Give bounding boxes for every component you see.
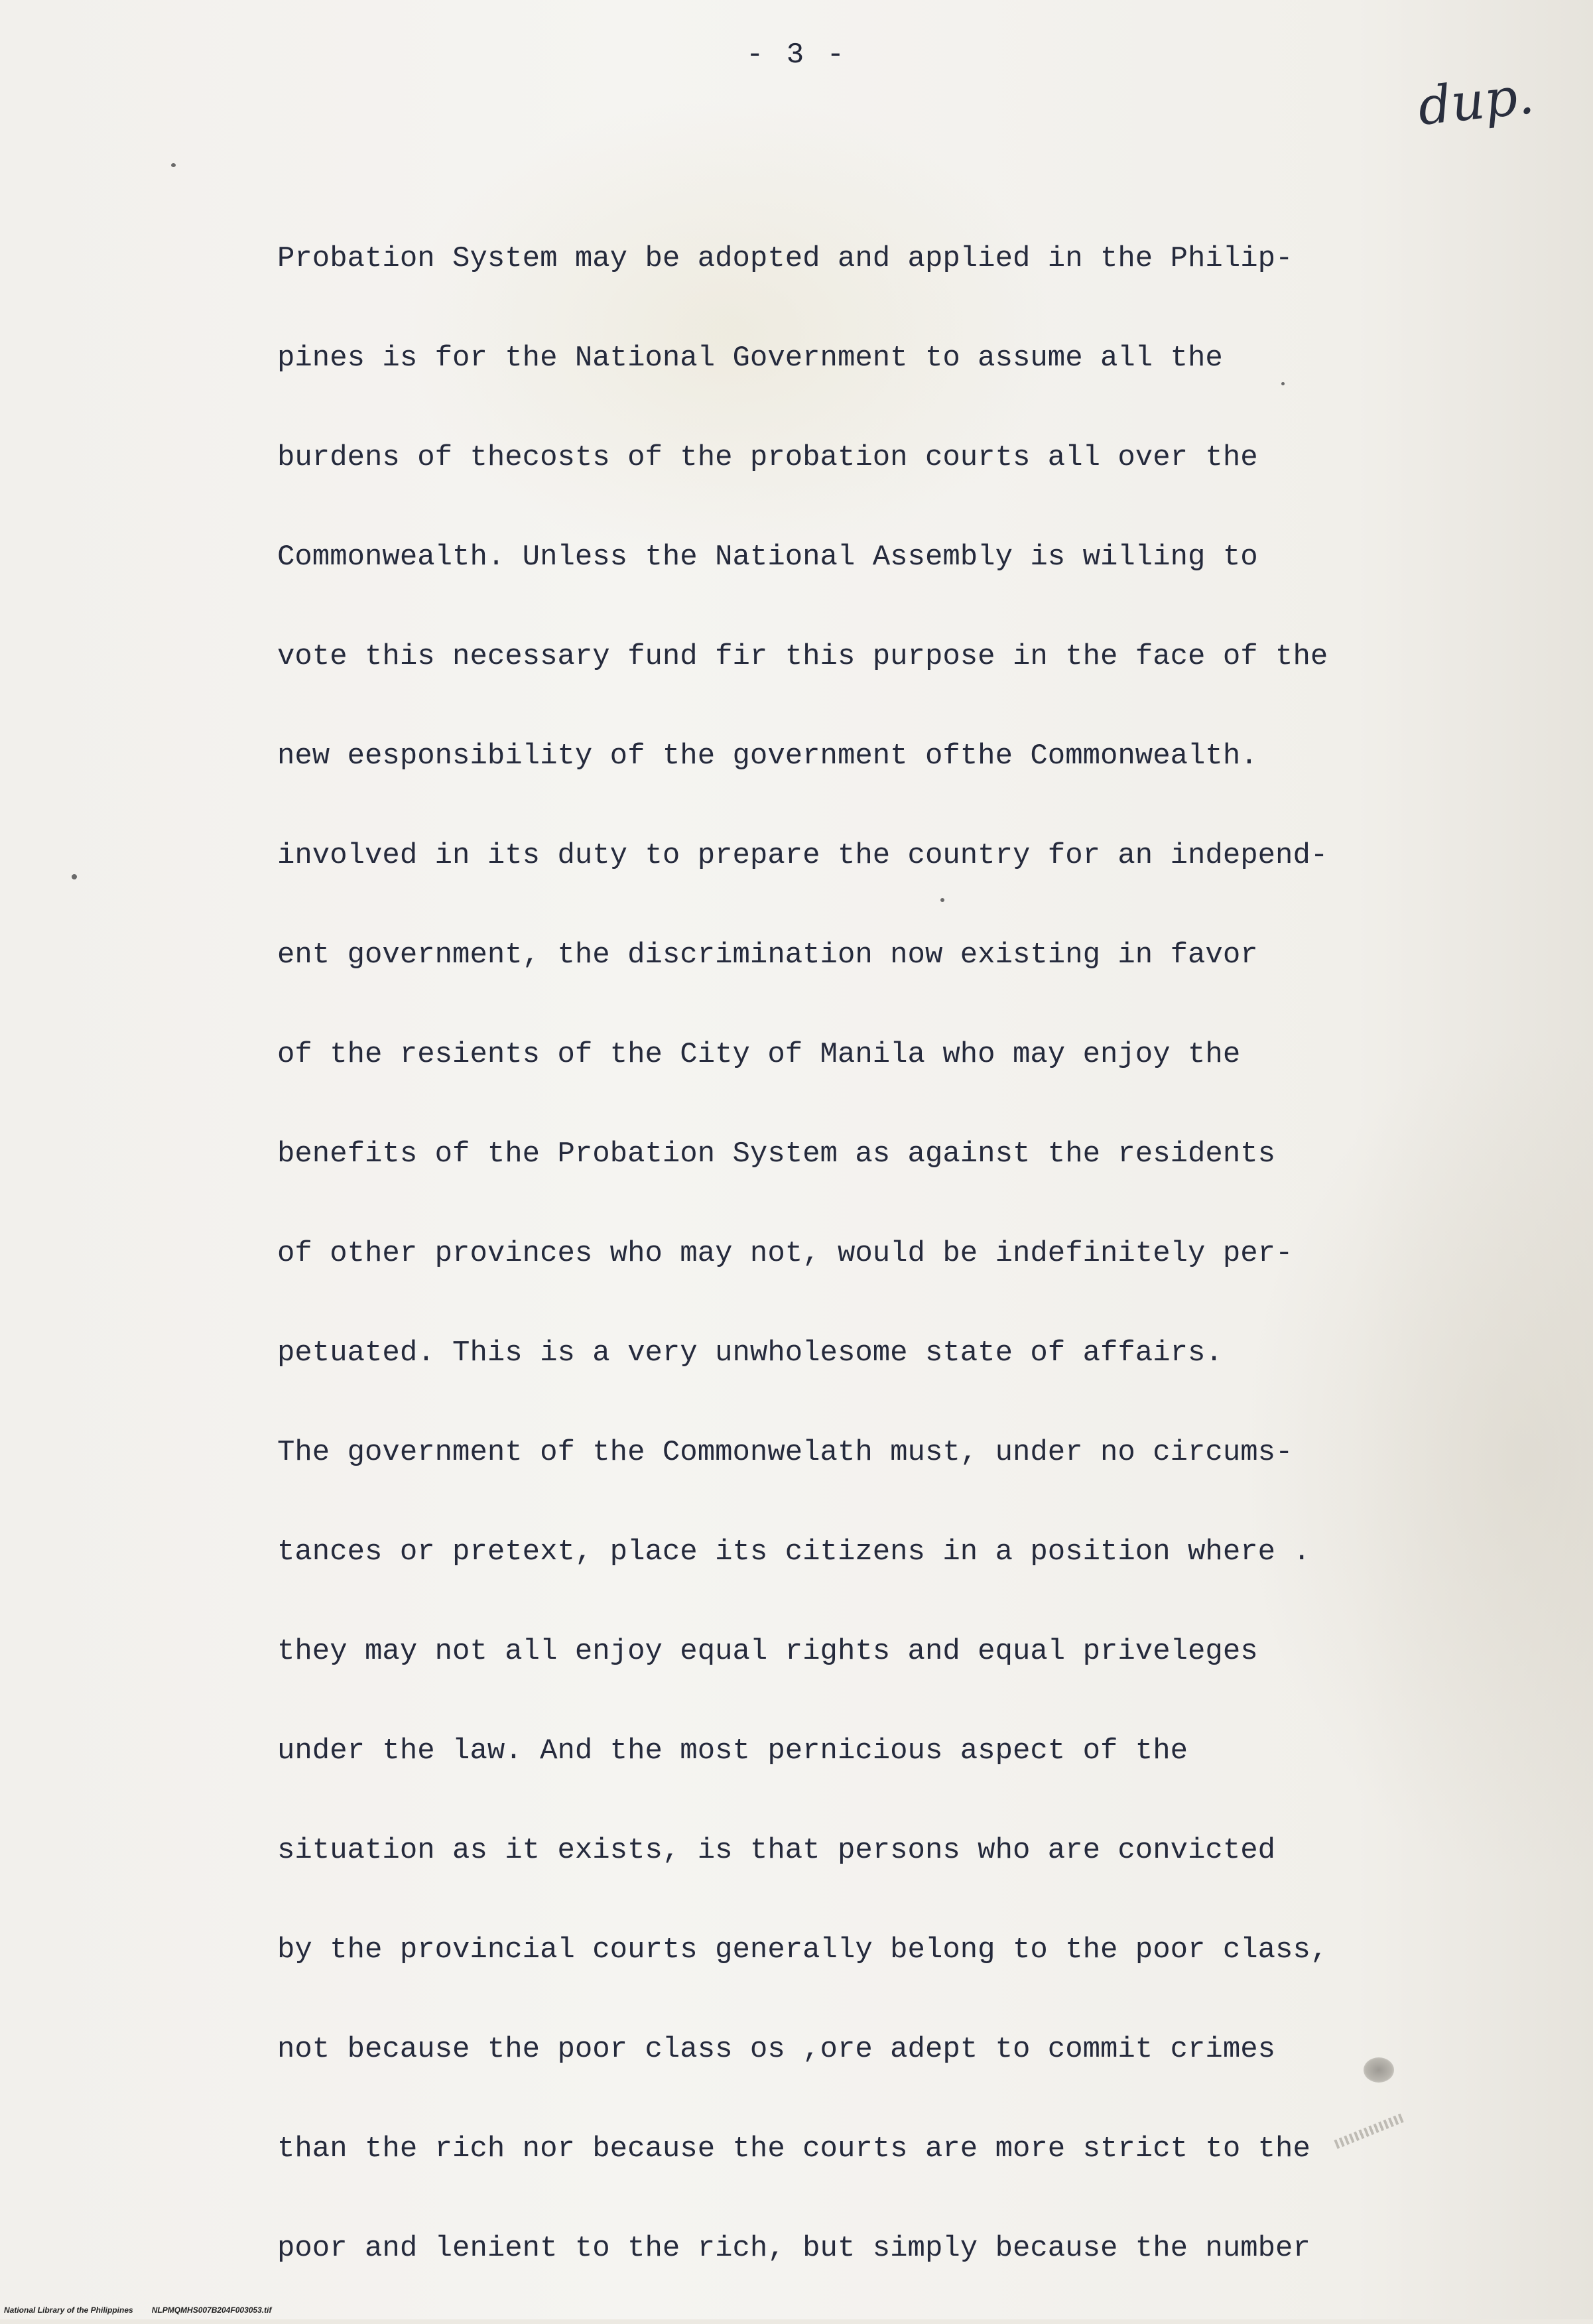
text-line: than the rich nor because the courts are more strict to the (277, 2132, 1310, 2165)
text-line: benefits of the Probation System as against the residents (277, 1137, 1276, 1171)
text-line: The government of the Commonwelath must, under no circums- (277, 1436, 1293, 1469)
typed-body-text (277, 235, 1458, 2324)
text-line: situation as it exists, is that persons who are convicted (277, 1834, 1276, 1867)
footer-library: National Library of the Philippines (4, 2305, 133, 2315)
page-number: - 3 - (745, 38, 848, 72)
text-line: of the resients of the City of Manila who may enjoy the (277, 1038, 1241, 1071)
text-line: they may not all enjoy equal rights and equal priveleges (277, 1635, 1258, 1668)
text-line: burdens of thecosts of the probation courts all over the (277, 441, 1258, 474)
text-line: Probation System may be adopted and applied in the Philip- (277, 242, 1293, 275)
text-line: tances or pretext, place its citizens in a position where . (277, 1535, 1310, 1569)
text-line: new eesponsibility of the government ofthe Commonwealth. (277, 740, 1258, 773)
text-line: Commonwealth. Unless the National Assembly is willing to (277, 541, 1258, 574)
text-line: by the provincial courts generally belong to the poor class, (277, 1933, 1328, 1967)
text-line: under the law. And the most pernicious aspect of the (277, 1734, 1188, 1768)
text-line: pines is for the National Government to assume all the (277, 342, 1223, 375)
scan-footer (4, 2305, 271, 2315)
paper-speck (72, 874, 77, 879)
footer-file-id: NLPMQMHS007B204F003053.tif (151, 2305, 272, 2315)
text-line: petuated. This is a very unwholesome state of affairs. (277, 1336, 1223, 1370)
text-line: ent government, the discrimination now existing in favor (277, 938, 1258, 972)
paper-stain (1364, 2057, 1394, 2083)
handwritten-dup-note: dup. (1415, 66, 1537, 137)
text-line: poor and lenient to the rich, but simply because the number (277, 2232, 1310, 2265)
text-line: vote this necessary fund fir this purpose in the face of the (277, 640, 1328, 673)
text-line: not because the poor class os ,ore adept to commit crimes (277, 2033, 1276, 2066)
text-line: involved in its duty to prepare the country for an independ- (277, 839, 1328, 872)
text-line: of other provinces who may not, would be indefinitely per- (277, 1237, 1293, 1270)
paper-speck (1281, 382, 1285, 385)
paper-speck (171, 163, 176, 167)
paper-speck (940, 898, 944, 902)
